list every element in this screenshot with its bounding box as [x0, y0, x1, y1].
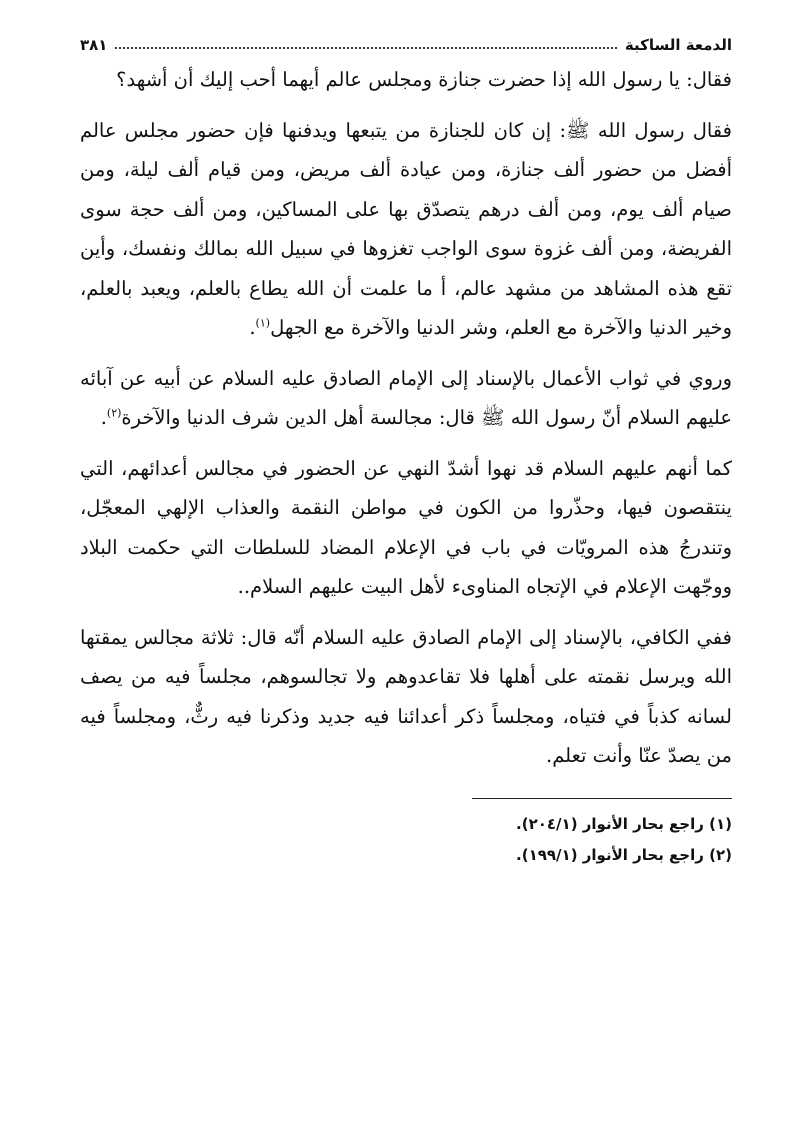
paragraph-thawab-alamal: [80, 359, 732, 438]
footnote-reference-2: (٢): [106, 406, 122, 420]
paragraph-text: كما أنهم عليهم السلام قد نهوا أشدّ النهي عن الحضور في مجالس أعدائهم، التي ينتقصون فيها، وحذّروا من الكون في مواطن النقمة والعذاب الإلهي المعجّل، وتندرجُ هذه المرويّات في باب في الإعلام المضاد للسلطات التي حكمت البلاد ووجّهت الإعلام في الإتجاه المناوىء لأهل البيت عليهم السلام..: [80, 456, 732, 598]
header-dotted-leader: [115, 47, 616, 49]
footnote-2: (٢) راجع بحار الأنوار (١٩٩/١).: [516, 845, 732, 864]
book-page: [80, 28, 732, 871]
book-title: الدمعة الساكبة: [624, 36, 732, 54]
paragraph-prophet-answer: [80, 111, 732, 348]
main-text: [80, 60, 732, 776]
footnote-reference-1: (١): [255, 316, 271, 330]
page-number: ٣٨١: [80, 36, 108, 54]
paragraph-text: ففي الكافي، بالإسناد إلى الإمام الصادق عليه السلام أنّه قال: ثلاثة مجالس يمقتها الله ويرسل نقمته على أهلها فلا تقاعدوهم ولا تجالسوهم، مجلساً فيه من يصف لسانه كذباً في فتياه، ومجلساً ذكر أعدائنا فيه جديد وذكرنا فيه رثٌّ، ومجلساً فيه من يصدّ عنّا وأنت تعلم.: [80, 625, 732, 767]
paragraph-text: فقال رسول الله ﷺ: إن كان للجنازة من يتبعها ويدفنها فإن حضور مجلس عالم أفضل من حضور ألف جنازة، ومن عيادة ألف مريض، ومن قيام ألف ليلة، ومن صيام ألف يوم، ومن ألف درهم يتصدّق بها على المساكين، ومن ألف حجة سوى الفريضة، ومن ألف غزوة سوى الواجب تغزوها في سبيل الله بمالك ونفسك، وأين تقع هذه المشاهد من مشهد عالم، أ ما علمت أن الله يطاع بالعلم، ويعبد بالعلم، وخير الدنيا والآخرة مع العلم، وشر الدنيا والآخرة مع الجهل: [80, 118, 732, 339]
paragraph-text: فقال: يا رسول الله إذا حضرت جنازة ومجلس عالم أيهما أحب إليك أن أشهد؟: [116, 68, 732, 91]
sentence-end: .: [249, 316, 256, 339]
footnote-separator: [472, 798, 732, 799]
paragraph-text: وروي في ثواب الأعمال بالإسناد إلى الإمام الصادق عليه السلام عن أبيه عن آبائه عليهم السلام أنّ رسول الله ﷺ قال: مجالسة أهل الدين شرف الدنيا والآخرة: [80, 366, 732, 429]
running-header: [80, 28, 732, 54]
paragraph-kafi: [80, 618, 732, 776]
footnotes: [80, 809, 732, 871]
paragraph-prohibition: [80, 449, 732, 607]
sentence-end: .: [100, 406, 107, 429]
paragraph-question: [80, 60, 732, 100]
footnote-1: (١) راجع بحار الأنوار (٢٠٤/١).: [516, 814, 732, 833]
